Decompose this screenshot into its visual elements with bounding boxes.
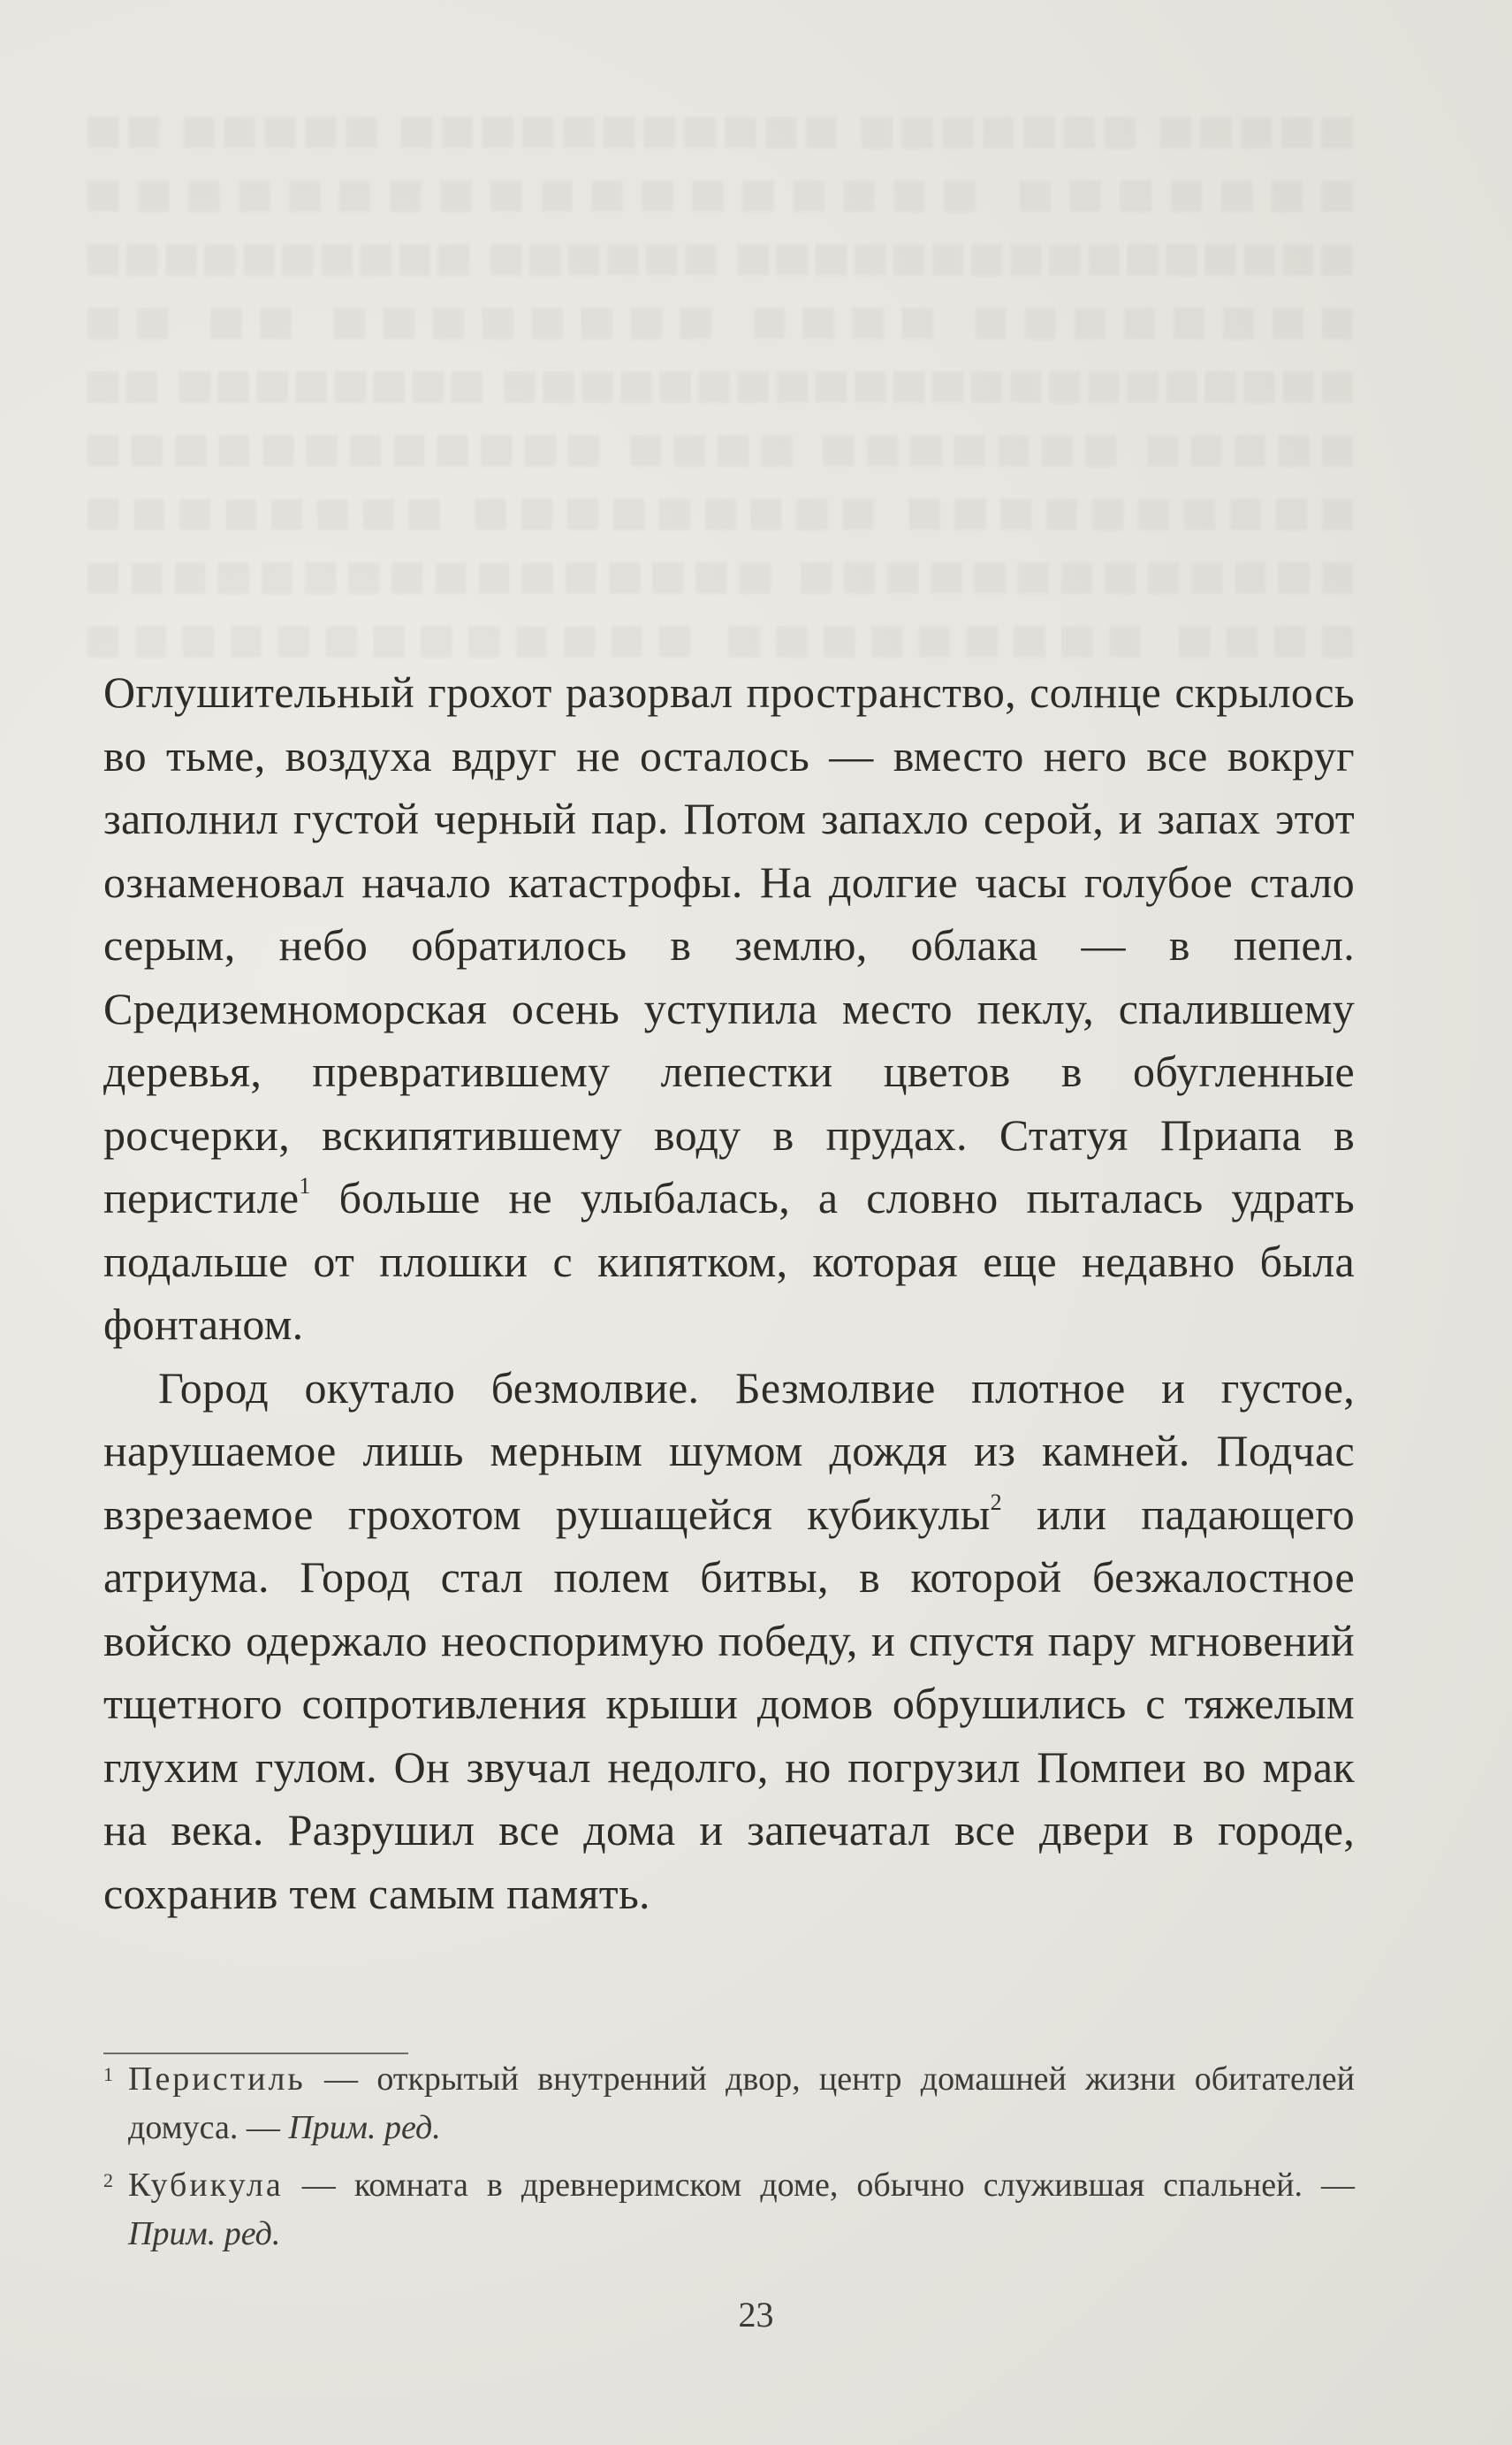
- footnotes: [103, 2055, 1355, 2267]
- editor-note: Прим. ред.: [128, 2215, 281, 2252]
- footnote: [103, 2161, 1355, 2258]
- footnote-number: 1: [103, 2063, 113, 2085]
- footnote-text: — комната в древнеримском доме, обычно служившая спальней. —: [283, 2167, 1355, 2204]
- main-text: [103, 661, 1355, 1925]
- paragraph-text: Оглушительный грохот разорвал пространство, солнце скрылось во тьме, воздуха вдруг не осталось — вместо него все вокруг заполнил густой черный пар. Потом запахло серой, и запах этот ознаменовал начало катастрофы. На долгие часы голубое стало серым, небо обратилось в землю, облака — в пепел. Средиземноморская осень уступила место пеклу, спалившему деревья, превратившему лепестки цветов в обугленные росчерки, вскипятившему воду в прудах. Статуя Приапа в перистиле: [103, 667, 1355, 1222]
- footnote-divider: [103, 2053, 408, 2054]
- footnote-number: 2: [103, 2169, 113, 2191]
- page-number: 23: [738, 2295, 774, 2335]
- paragraph-text: больше не улыбалась, а словно пыталась удрать подальше от плошки с кипятком, которая еще недавно была фонтаном.: [103, 1173, 1355, 1349]
- footnote-term: Кубикула: [128, 2167, 284, 2204]
- footnote-reference: 1: [299, 1173, 311, 1199]
- editor-note: Прим. ред.: [288, 2109, 441, 2146]
- paragraph: [103, 661, 1355, 1357]
- footnote-reference: 2: [990, 1489, 1002, 1515]
- footnote: [103, 2055, 1355, 2152]
- paragraph-text: или падающего атриума. Город стал полем битвы, в которой безжалостное войско одержало неоспоримую победу, и спустя пару мгновений тщетного сопротивления крыши домов обрушились с тяжелым глухим гулом. Он звучал недолго, но погрузил Помпеи во мрак на века. Разрушил все дома и запечатал все двери в городе, сохранив тем самым память.: [103, 1489, 1355, 1918]
- paragraph: [103, 1357, 1355, 1926]
- footnote-term: Перистиль: [128, 2060, 306, 2098]
- footnote-text: — открытый внутренний двор, центр домашней жизни обитателей домуса. —: [128, 2060, 1355, 2146]
- show-through-text: ■■■■■ ■■■■■■■ ■■■■■■■■■■■ ■■■■■ ■■ ■■■■■■■ ■■■■■■■■■■■■■■■■■■ ■■■■■■■■■■■■■■■■ ■■■■■■ ■■■■■■■■■■ ■■■■■■■■ ■■■■ ■■■■■■■■ ■■ ■■ ■■■■■■■■■■■■■■■■■■■■■■ ■■■■■■■■ ■■ ■■■■■ ■■■■■■■ ■■■■ ■■■■■■■■■■■■ ■■■■■■■■■■ ■■■■■■■■■ ■■■■■■■■ ■■■■■■■■■■■■■ ■■■■■■■■■■■■■■■■ ■■■■ ■■■■■■■■■ ■■■■■■■■■■■■■: [84, 105, 1356, 662]
- paragraph-text: Город окутало безмолвие. Безмолвие плотное и густое, нарушаемое лишь мерным шумом дождя из камней. Подчас взрезаемое грохотом рушащейся кубикулы: [103, 1362, 1355, 1539]
